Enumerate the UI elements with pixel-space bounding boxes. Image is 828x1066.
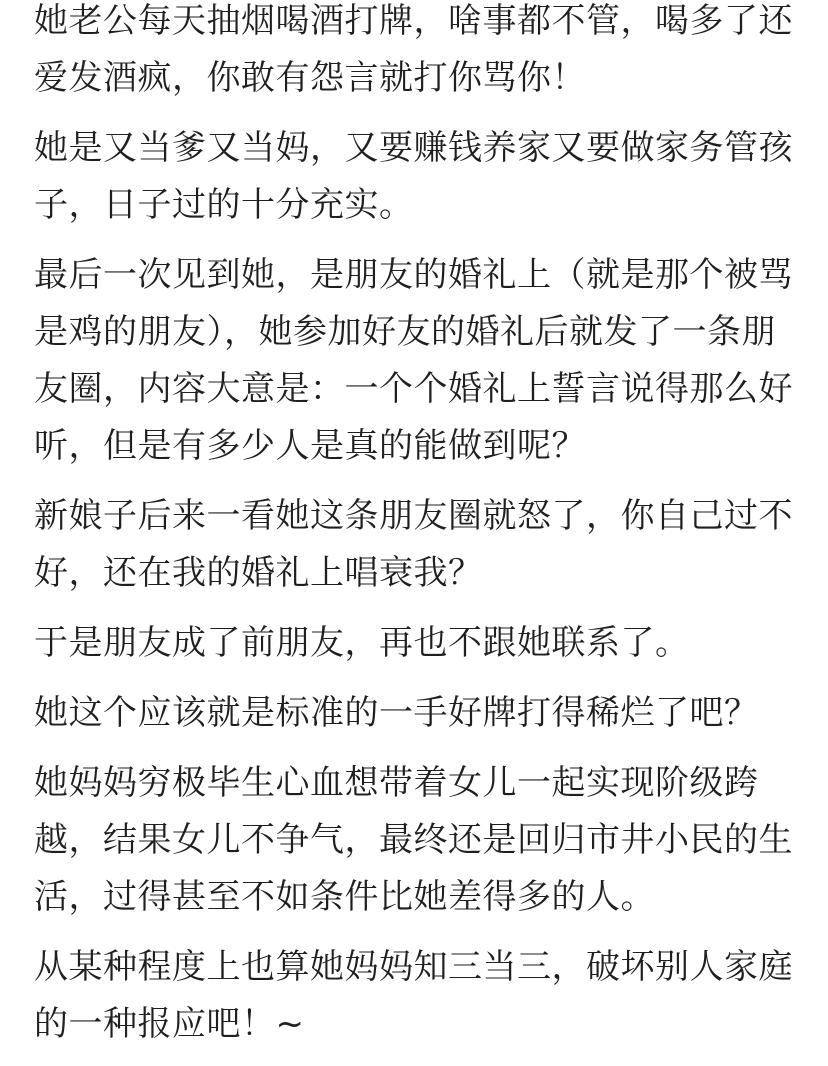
paragraph — [34, 488, 800, 602]
text-line: 友圈，内容大意是：一个个婚礼上誓言说得那么好 — [34, 369, 793, 409]
text-line: 好，还在我的婚礼上唱衰我？ — [34, 553, 483, 593]
paragraph — [34, 755, 800, 926]
text-line: 的一种报应吧！~ — [34, 1004, 305, 1044]
text-line: 最后一次见到她，是朋友的婚礼上（就是那个被骂 — [34, 255, 793, 295]
paragraph — [34, 685, 800, 742]
text-line: 活，过得甚至不如条件比她差得多的人。 — [34, 877, 655, 917]
text-line: 爱发酒疯，你敢有怨言就打你骂你！ — [34, 58, 586, 98]
paragraph — [34, 615, 800, 672]
text-line: 她是又当爹又当妈，又要赚钱养家又要做家务管孩 — [34, 128, 793, 168]
text-line: 是鸡的朋友），她参加好友的婚礼后就发了一条朋 — [34, 312, 776, 352]
article-body — [34, 0, 800, 1066]
text-line: 新娘子后来一看她这条朋友圈就怒了，你自己过不 — [34, 496, 793, 536]
text-line: 于是朋友成了前朋友，再也不跟她联系了。 — [34, 623, 690, 663]
paragraph — [34, 247, 800, 475]
text-line: 越，结果女儿不争气，最终还是回归市井小民的生 — [34, 820, 793, 860]
text-line: 子，日子过的十分充实。 — [34, 185, 414, 225]
paragraph — [34, 120, 800, 234]
text-line: 从某种程度上也算她妈妈知三当三，破坏别人家庭 — [34, 947, 793, 987]
text-line: 她这个应该就是标准的一手好牌打得稀烂了吧？ — [34, 693, 759, 733]
text-line: 她妈妈穷极毕生心血想带着女儿一起实现阶级跨 — [34, 763, 759, 803]
paragraph — [34, 939, 800, 1053]
paragraph — [34, 0, 800, 107]
text-line: 她老公每天抽烟喝酒打牌，啥事都不管，喝多了还 — [34, 1, 793, 41]
text-line: 听，但是有多少人是真的能做到呢？ — [34, 426, 586, 466]
